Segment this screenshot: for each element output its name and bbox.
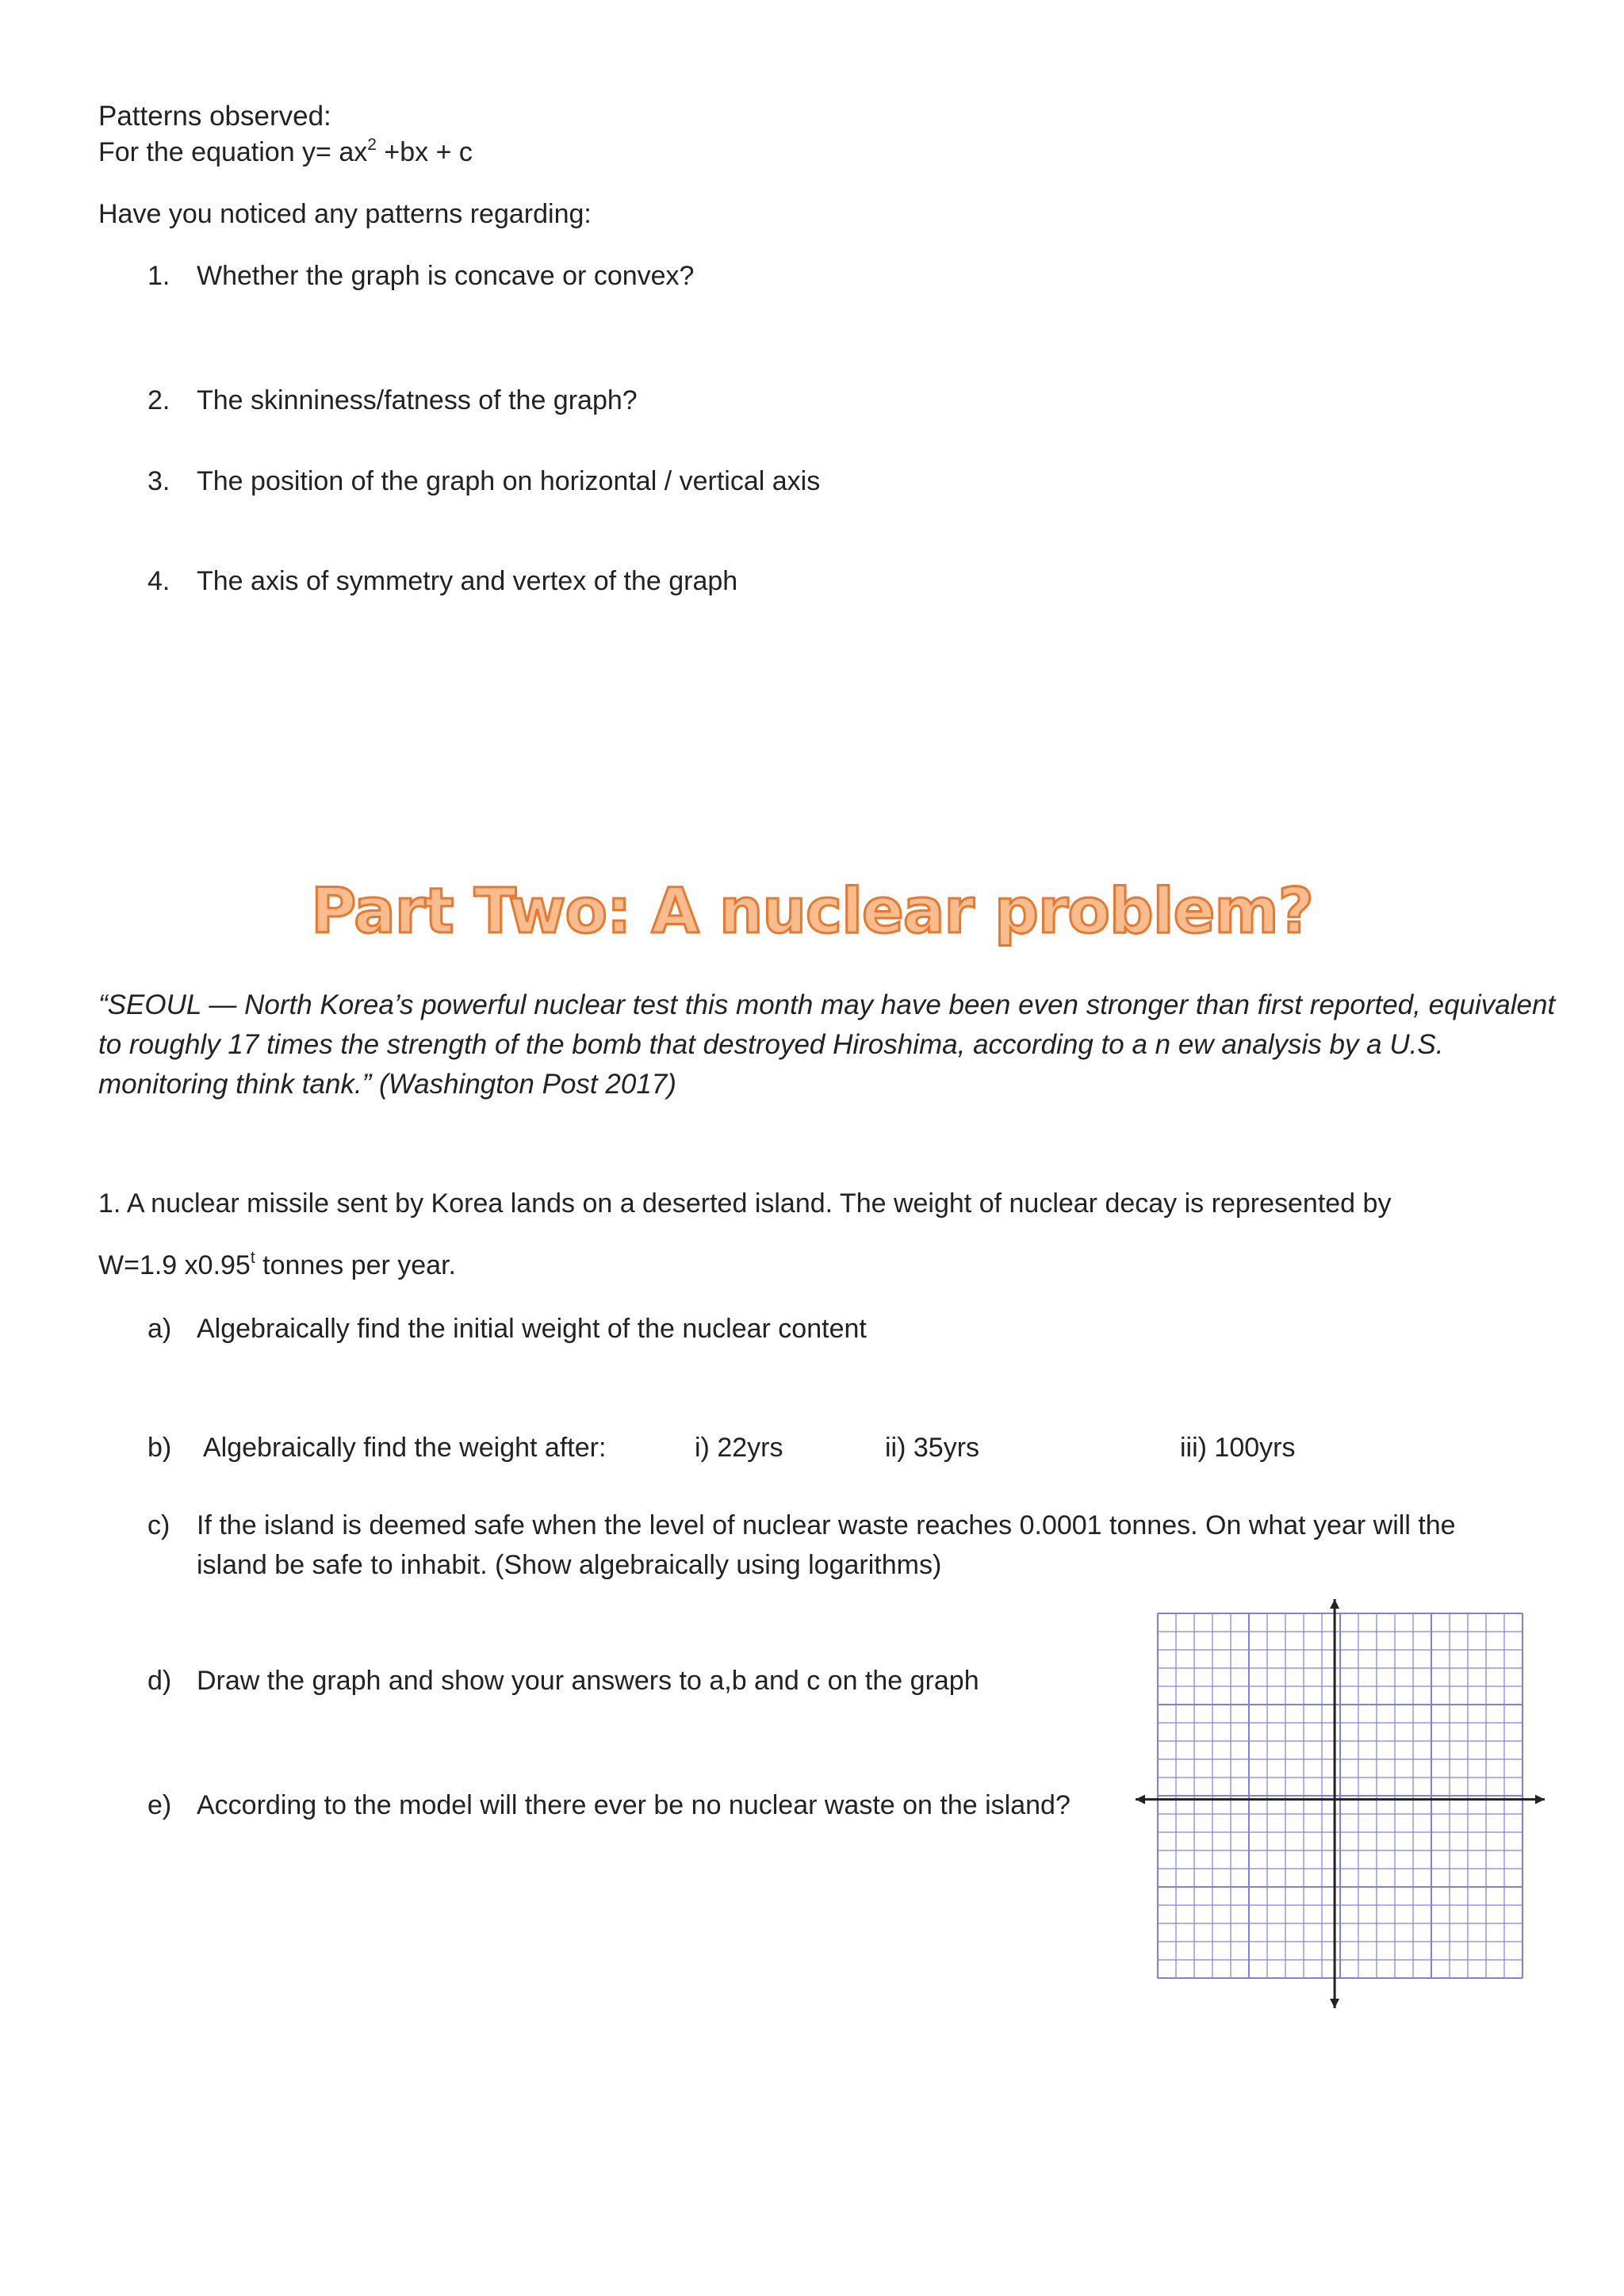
formula-suffix: tonnes per year. — [255, 1250, 456, 1280]
quote-line: to roughly 17 times the strength of the bomb that destroyed Hiroshima, according to a n ew analysis by a U.S. — [98, 1029, 1444, 1060]
part-letter: d) — [147, 1666, 172, 1696]
part-two-title: Part Two: A nuclear problem? — [311, 876, 1313, 947]
part-option: iii) 100yrs — [1180, 1433, 1296, 1463]
y-axis-arrow-up — [1330, 1599, 1339, 1609]
quote-line: monitoring think tank.” (Washington Post 2017) — [98, 1069, 676, 1100]
equation-line — [98, 136, 473, 169]
part-option: ii) 35yrs — [885, 1433, 980, 1463]
list-item-text: The position of the graph on horizontal / vertical axis — [197, 466, 821, 496]
x-axis-arrow-left — [1136, 1795, 1145, 1804]
part-text: Algebraically find the initial weight of the nuclear content — [197, 1314, 867, 1344]
part-text: If the island is deemed safe when the level of nuclear waste reaches 0.0001 tonnes. On what year will the — [197, 1510, 1456, 1540]
question-intro: 1. A nuclear missile sent by Korea lands on a deserted island. The weight of nuclear decay is represented by — [98, 1188, 1392, 1219]
list-item-number: 3. — [147, 466, 170, 496]
y-axis-arrow-down — [1330, 1999, 1339, 2008]
list-item-text: The axis of symmetry and vertex of the graph — [197, 566, 738, 596]
patterns-intro: Have you noticed any patterns regarding: — [98, 199, 592, 229]
news-quote — [98, 985, 1556, 1104]
part-letter: e) — [147, 1790, 172, 1820]
part-letter: a) — [147, 1314, 172, 1344]
list-item-number: 4. — [147, 566, 170, 596]
x-axis-arrow-right — [1535, 1795, 1545, 1804]
blank-graph-grid — [1134, 1598, 1546, 2010]
part-text: According to the model will there ever be no nuclear waste on the island? — [197, 1790, 1071, 1820]
quote-line: “SEOUL — North Korea’s powerful nuclear test this month may have been even stronger than first reported, equivalent — [98, 989, 1556, 1020]
equation-exponent: 2 — [367, 136, 377, 154]
formula-exponent: t — [250, 1249, 255, 1267]
part-letter: b) — [147, 1433, 172, 1463]
list-item-number: 1. — [147, 261, 170, 291]
list-item-text: Whether the graph is concave or convex? — [197, 261, 695, 291]
part-option: i) 22yrs — [695, 1433, 783, 1463]
list-item-number: 2. — [147, 385, 170, 415]
list-item-text: The skinniness/fatness of the graph? — [197, 385, 638, 415]
part-text: Algebraically find the weight after: — [203, 1433, 607, 1463]
formula-line — [98, 1249, 456, 1282]
equation-suffix: +bx + c — [376, 137, 473, 167]
part-text: Draw the graph and show your answers to a,b and c on the graph — [197, 1666, 979, 1696]
equation-prefix: For the equation y= ax — [98, 137, 368, 167]
part-letter: c) — [147, 1510, 170, 1540]
patterns-heading: Patterns observed: — [98, 101, 331, 132]
formula-prefix: W=1.9 x0.95 — [98, 1250, 251, 1280]
grid-lines — [1158, 1613, 1522, 1978]
part-text-continued: island be safe to inhabit. (Show algebraically using logarithms) — [197, 1550, 942, 1580]
